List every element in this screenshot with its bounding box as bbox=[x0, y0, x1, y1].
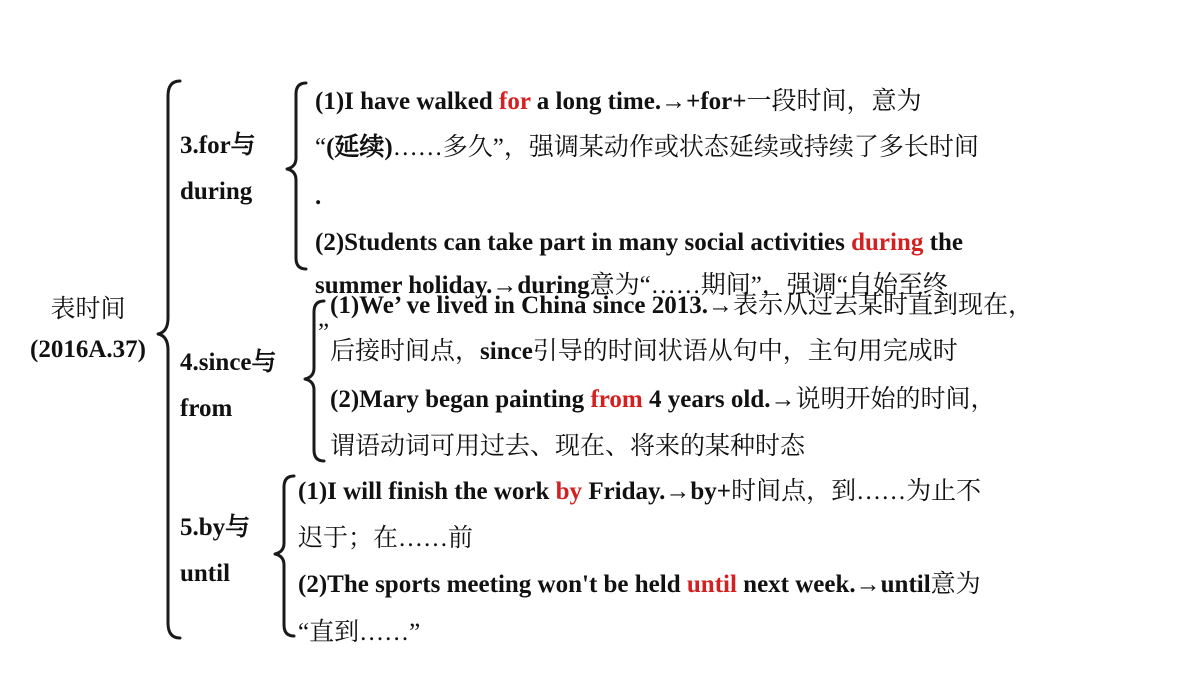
brace-by-until bbox=[270, 473, 300, 643]
for-item1-line2 bbox=[315, 133, 979, 163]
keyword-by: by bbox=[555, 478, 583, 505]
note-cn: 意为“……期间”，强调“自始至终 bbox=[589, 272, 948, 299]
topic-for-during bbox=[180, 123, 256, 215]
for-item1 bbox=[315, 87, 922, 117]
note-text: the bbox=[923, 229, 963, 256]
note-cn: 意为 bbox=[930, 571, 981, 598]
note-text: (1)I have walked bbox=[315, 88, 500, 115]
since-item1-line2 bbox=[330, 337, 958, 367]
note-text: (1)We’ ve lived in China since 2013.→ bbox=[330, 292, 734, 319]
note-cn: 说明开始的时间， bbox=[795, 386, 996, 413]
note-cn: 迟于；在……前 bbox=[298, 525, 474, 552]
note-text: Friday.→by+ bbox=[582, 478, 732, 505]
until-item2-line2 bbox=[298, 618, 420, 648]
root-label bbox=[18, 290, 158, 370]
root-code: (2016A.37) bbox=[30, 336, 146, 363]
keyword-for: for bbox=[499, 88, 531, 115]
note-text: (2)Mary began painting bbox=[330, 386, 591, 413]
note-text: summer holiday.→during bbox=[315, 272, 590, 299]
note-cn: 时间点，到……为止不 bbox=[731, 478, 982, 505]
note-text: 4 years old.→ bbox=[642, 386, 796, 413]
topic-label-line1: 5.by与 bbox=[180, 514, 251, 541]
brace-for-during bbox=[282, 80, 312, 275]
during-item2-line3 bbox=[318, 318, 329, 348]
since-item1 bbox=[330, 291, 1033, 321]
root-title: 表时间 bbox=[50, 296, 126, 323]
note-cn: “直到……” bbox=[298, 619, 421, 646]
note-text: . bbox=[315, 183, 322, 210]
note-cn: ……多久”，强调某动作或状态延续或持续了多长时间 bbox=[392, 134, 979, 161]
note-text: (1)I will finish the work bbox=[298, 478, 556, 505]
note-text: since bbox=[480, 338, 533, 365]
topic-label-line1: 3.for与 bbox=[180, 132, 256, 159]
by-item1-line2 bbox=[298, 524, 473, 554]
note-cn: ” bbox=[318, 319, 330, 346]
keyword-during: during bbox=[851, 229, 924, 256]
note-text: (延续) bbox=[326, 134, 393, 161]
note-cn: “ bbox=[315, 134, 327, 161]
for-item1-line3 bbox=[315, 182, 321, 212]
from-item2 bbox=[330, 385, 996, 415]
keyword-until: until bbox=[686, 571, 737, 598]
topic-since-from bbox=[180, 340, 277, 432]
note-cn: 一段时间，意为 bbox=[746, 88, 922, 115]
by-item1 bbox=[298, 477, 981, 507]
topic-label-line2: from bbox=[180, 395, 233, 422]
note-text: (2)Students can take part in many social activities bbox=[315, 229, 852, 256]
note-text: next week.→until bbox=[736, 571, 931, 598]
keyword-from: from bbox=[590, 386, 643, 413]
note-text: (2)The sports meeting won't be held bbox=[298, 571, 687, 598]
note-cn: 引导的时间状语从句中，主句用完成时 bbox=[532, 338, 958, 365]
topic-label-line2: until bbox=[180, 560, 231, 587]
topic-label-line2: during bbox=[180, 178, 253, 205]
from-item2-line2 bbox=[330, 432, 805, 462]
topic-label-line1: 4.since与 bbox=[180, 349, 277, 376]
topic-by-until bbox=[180, 505, 250, 597]
until-item2 bbox=[298, 570, 981, 600]
note-cn: 表示从过去某时直到现在， bbox=[733, 292, 1034, 319]
note-cn: 谓语动词可用过去、现在、将来的某种时态 bbox=[330, 433, 806, 460]
during-item2 bbox=[315, 228, 963, 258]
note-cn: 后接时间点， bbox=[330, 338, 481, 365]
note-text: a long time.→+for+ bbox=[530, 88, 747, 115]
